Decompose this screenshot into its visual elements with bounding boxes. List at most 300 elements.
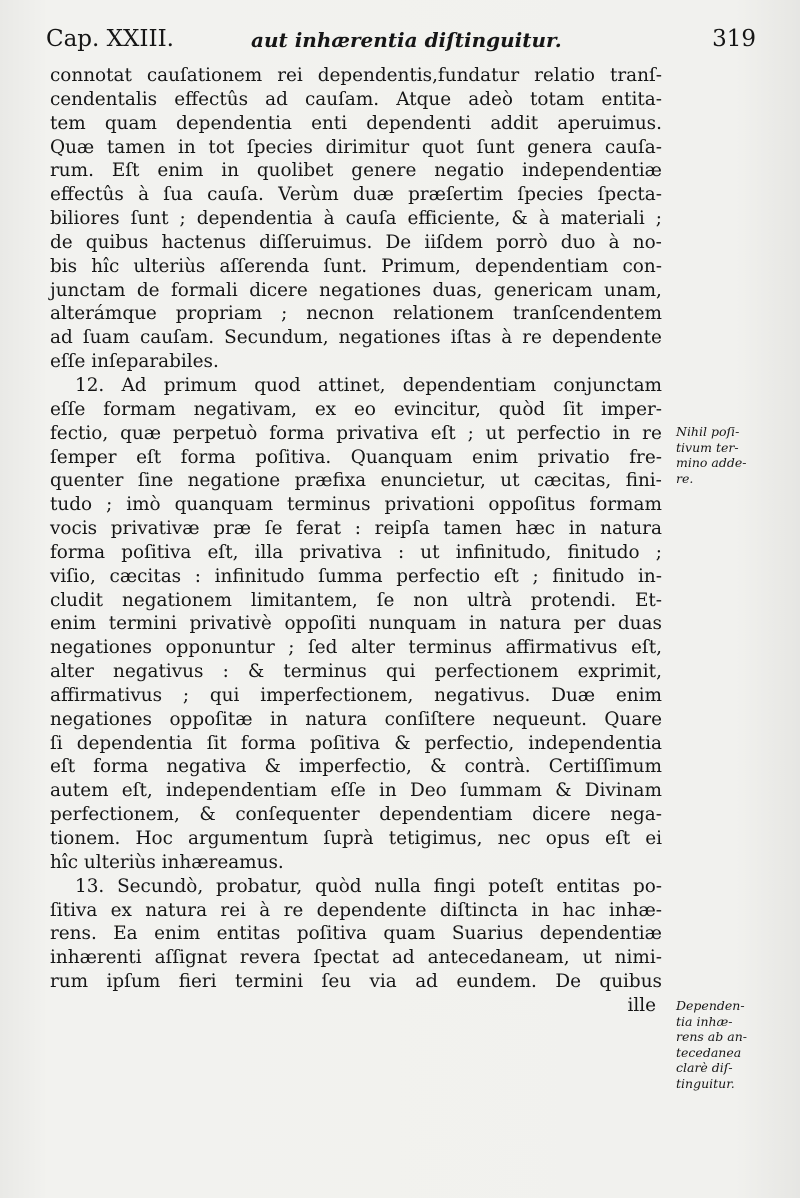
word: ad bbox=[265, 88, 288, 110]
word: duæ bbox=[352, 184, 394, 206]
word: qui bbox=[209, 684, 240, 706]
word: dependente bbox=[316, 899, 427, 921]
word: Quare bbox=[604, 708, 662, 730]
word: dicere bbox=[532, 804, 591, 826]
text-line bbox=[50, 541, 662, 565]
word: Primum, bbox=[381, 255, 461, 277]
word: poſitiva. bbox=[255, 446, 332, 468]
word: ; bbox=[179, 208, 186, 230]
word: Divinam bbox=[584, 780, 662, 802]
word: enim bbox=[472, 446, 519, 468]
word: propriam bbox=[175, 303, 263, 325]
word: ſit bbox=[206, 732, 227, 754]
word: adeò bbox=[468, 88, 513, 110]
word: à bbox=[501, 327, 513, 349]
word: via bbox=[369, 971, 397, 993]
word: Ea bbox=[113, 923, 138, 945]
word: ſine bbox=[137, 470, 174, 492]
paragraph-13 bbox=[50, 875, 662, 994]
text-line bbox=[50, 708, 662, 732]
word: limitantem, bbox=[250, 589, 358, 611]
word: dirimitur bbox=[325, 136, 410, 158]
word: in bbox=[531, 899, 550, 921]
word: ſuam bbox=[82, 327, 130, 349]
word: ut bbox=[582, 947, 602, 969]
paragraph-11-continued bbox=[50, 64, 662, 374]
word: ultrà bbox=[466, 589, 512, 611]
word: negationes bbox=[338, 327, 441, 349]
word: præ bbox=[213, 518, 252, 540]
word: eſt bbox=[605, 828, 631, 849]
word: no- bbox=[632, 231, 662, 253]
word: junctam bbox=[50, 279, 126, 301]
word: ſeu bbox=[321, 971, 352, 993]
text-line bbox=[50, 446, 662, 470]
word: forma bbox=[93, 756, 149, 778]
word: fingi bbox=[433, 875, 476, 897]
word: necnon bbox=[306, 303, 375, 325]
word: ſunt bbox=[130, 208, 169, 230]
word: ipſum bbox=[106, 971, 161, 993]
word: quibus bbox=[85, 231, 149, 253]
word: iiſdem bbox=[424, 231, 483, 253]
word: re bbox=[522, 327, 542, 349]
word: enim bbox=[50, 613, 97, 635]
word: eſſe bbox=[50, 398, 86, 420]
word: privativæ bbox=[110, 518, 200, 540]
word: bis bbox=[50, 255, 78, 277]
word: argumentum bbox=[188, 828, 309, 849]
running-title: aut inhærentia diſtinguitur. bbox=[251, 28, 562, 52]
text-line bbox=[50, 684, 662, 708]
word: effectûs bbox=[174, 88, 249, 110]
text-line bbox=[50, 755, 662, 779]
word: fectio, bbox=[50, 422, 109, 444]
word: nimi- bbox=[614, 947, 662, 969]
word: diſtincta bbox=[439, 899, 519, 921]
text-line bbox=[50, 517, 662, 541]
word: infinitudo bbox=[214, 565, 305, 587]
word: enti bbox=[311, 112, 348, 134]
word: in bbox=[178, 136, 196, 158]
word: quolibet bbox=[256, 160, 334, 182]
word: dependenti bbox=[366, 112, 472, 134]
word: cæcitas bbox=[109, 565, 182, 587]
text-line bbox=[50, 136, 662, 160]
text-line bbox=[50, 112, 662, 136]
word: tot bbox=[208, 136, 235, 158]
word: forma bbox=[180, 446, 236, 468]
text-line bbox=[50, 398, 662, 422]
word: hac bbox=[562, 899, 596, 921]
word: enim bbox=[157, 160, 204, 182]
word: genericam bbox=[493, 279, 593, 301]
text-line bbox=[50, 899, 662, 923]
word: materiali bbox=[560, 208, 645, 230]
word: dependentiam bbox=[402, 374, 537, 396]
word: hæc bbox=[515, 518, 556, 540]
word: formali bbox=[170, 279, 238, 301]
word: rei bbox=[277, 65, 303, 86]
word: formam bbox=[103, 398, 176, 420]
chapter-heading: Cap. XXIII. bbox=[46, 26, 174, 52]
word: Quæ bbox=[50, 136, 95, 158]
word: cendentalis bbox=[50, 88, 158, 110]
word: ei bbox=[645, 828, 662, 849]
word: & bbox=[247, 661, 265, 683]
word: ſit bbox=[563, 398, 584, 420]
word: Secundò, bbox=[117, 875, 204, 897]
word: negationes bbox=[50, 637, 152, 659]
word: ; bbox=[106, 494, 113, 516]
word: tranſ- bbox=[609, 65, 662, 86]
text-line bbox=[50, 732, 662, 756]
word: diſſeruimus. bbox=[259, 231, 373, 253]
word: ; bbox=[182, 684, 190, 706]
word: privationi bbox=[384, 494, 475, 516]
word: forma bbox=[269, 422, 325, 444]
word: conſequenter bbox=[235, 804, 360, 826]
word: ſunt bbox=[476, 136, 515, 158]
word: addit bbox=[490, 112, 539, 134]
word: quòd bbox=[498, 398, 546, 420]
word: fini- bbox=[625, 470, 662, 492]
word: quæ bbox=[120, 422, 161, 444]
word: de bbox=[50, 231, 73, 253]
word: natura bbox=[499, 613, 562, 635]
text-line bbox=[50, 970, 662, 994]
word: entitas bbox=[216, 923, 281, 945]
word: perpetuò bbox=[172, 422, 258, 444]
word: affirmativus bbox=[50, 684, 163, 706]
word: quod bbox=[254, 374, 301, 396]
word: eſt bbox=[430, 422, 456, 444]
word: quam bbox=[383, 923, 436, 945]
word: negationem bbox=[122, 589, 232, 611]
word: negativam, bbox=[193, 398, 298, 420]
word: privativa bbox=[299, 541, 382, 563]
word: terminus bbox=[287, 494, 371, 516]
word: ad bbox=[50, 327, 73, 349]
word: tranſcendentem bbox=[512, 303, 662, 325]
word: hactenus bbox=[161, 231, 247, 253]
word: ſumma bbox=[318, 565, 383, 587]
word: ſunt. bbox=[323, 255, 368, 277]
word: tionem. bbox=[50, 828, 121, 849]
word: eſt, bbox=[631, 637, 662, 659]
word: à bbox=[608, 231, 620, 253]
word: tem bbox=[50, 112, 86, 134]
text-line bbox=[50, 589, 662, 613]
word: perfectio bbox=[516, 422, 601, 444]
word: Verùm bbox=[278, 184, 339, 206]
text-line bbox=[50, 231, 662, 255]
word: totam bbox=[530, 88, 585, 110]
word: formam bbox=[589, 494, 662, 516]
word: rum. bbox=[50, 160, 94, 182]
word: rum bbox=[50, 971, 89, 993]
word: dependentiam bbox=[379, 804, 513, 826]
word: finitudo bbox=[552, 565, 625, 587]
word: opus bbox=[545, 828, 590, 849]
word: præfixa bbox=[294, 470, 367, 492]
word: re bbox=[283, 899, 304, 921]
word: nega- bbox=[610, 804, 662, 826]
word: genera bbox=[527, 136, 593, 158]
text-line bbox=[50, 88, 662, 112]
word: præſertim bbox=[408, 184, 504, 206]
word: ; bbox=[467, 422, 474, 444]
word: infinitudo, bbox=[455, 541, 552, 563]
word: quanquam bbox=[174, 494, 274, 516]
word: ; bbox=[532, 565, 539, 587]
word: imperfectionem, bbox=[260, 684, 414, 706]
word: Eſt bbox=[111, 160, 140, 182]
word: natura bbox=[305, 708, 368, 730]
word: alter bbox=[350, 637, 395, 659]
word: cauſam. bbox=[139, 327, 215, 349]
text-line: eſſe inſeparabiles. bbox=[50, 351, 219, 373]
word: & bbox=[394, 732, 411, 754]
text-line bbox=[50, 326, 662, 350]
text-line bbox=[50, 565, 662, 589]
word: dependentia bbox=[176, 112, 292, 134]
word: negationes bbox=[319, 279, 422, 301]
word: ſe bbox=[376, 589, 395, 611]
word: independentiæ bbox=[521, 160, 662, 182]
margin-note-2: Dependen- tia inhæ- rens ab an- tecedanea clarè diſ- tinguitur. bbox=[676, 998, 747, 1091]
word: privativè bbox=[189, 613, 272, 635]
word: De bbox=[385, 231, 412, 253]
word: Suarius bbox=[451, 923, 524, 945]
word: re bbox=[642, 422, 662, 444]
paragraph-12 bbox=[50, 374, 662, 875]
word: tetigimus, bbox=[388, 828, 483, 849]
word: : bbox=[194, 565, 201, 587]
word: cauſam. bbox=[304, 88, 380, 110]
word: imper- bbox=[601, 398, 662, 420]
word: duas bbox=[617, 613, 662, 635]
word: Et- bbox=[634, 589, 662, 611]
word: relatio bbox=[534, 65, 596, 86]
word: : bbox=[354, 518, 361, 540]
word: alterámque bbox=[50, 303, 157, 325]
word: primum bbox=[163, 374, 237, 396]
text-line bbox=[50, 422, 662, 446]
text-line bbox=[50, 660, 662, 684]
word: ; bbox=[655, 541, 662, 563]
word: eſt, bbox=[207, 541, 239, 563]
word: terminus bbox=[408, 637, 492, 659]
word: ſpecies bbox=[246, 136, 313, 158]
word: probatur, bbox=[216, 875, 303, 897]
word: poſitiva bbox=[121, 541, 192, 563]
text-line bbox=[50, 875, 662, 899]
word: Atque bbox=[396, 88, 452, 110]
word: independentiam bbox=[166, 780, 318, 802]
word: negatione bbox=[187, 470, 281, 492]
word: evincitur, bbox=[393, 398, 481, 420]
word: imperfectio, bbox=[298, 756, 412, 778]
word: dependentiam bbox=[475, 255, 609, 277]
word: quenter bbox=[50, 470, 124, 492]
word: ſuprà bbox=[323, 828, 374, 849]
word: entita- bbox=[601, 88, 662, 110]
word: per bbox=[573, 613, 606, 635]
word: antecedaneam, bbox=[427, 947, 570, 969]
word: conjunctam bbox=[553, 374, 662, 396]
word: perfectionem bbox=[434, 661, 559, 683]
word: vocis bbox=[50, 518, 98, 540]
word: in bbox=[378, 780, 397, 802]
word: contrà. bbox=[464, 756, 531, 778]
word: non bbox=[413, 589, 449, 611]
word: dependentia bbox=[196, 208, 313, 230]
word: ſi bbox=[50, 732, 63, 754]
word: in- bbox=[638, 565, 662, 587]
word: & bbox=[555, 780, 572, 802]
word: forma bbox=[50, 541, 106, 563]
word: dependentis,fundatur bbox=[317, 65, 520, 86]
word: aperuimus. bbox=[557, 112, 662, 134]
word: efficiente, bbox=[407, 208, 501, 230]
word: hîc bbox=[91, 255, 120, 277]
word: oppoſiti bbox=[284, 613, 357, 635]
word: entitas bbox=[556, 875, 621, 897]
word: cauſa- bbox=[604, 136, 662, 158]
word: Certiſſimum bbox=[548, 756, 662, 778]
word: in bbox=[612, 422, 631, 444]
word: qui bbox=[385, 661, 416, 683]
word: enuncietur, bbox=[380, 470, 486, 492]
word: nec bbox=[497, 828, 531, 849]
word: relationem bbox=[392, 303, 494, 325]
word: oppoſitæ bbox=[169, 708, 253, 730]
word: à bbox=[538, 208, 550, 230]
word: finitudo bbox=[567, 541, 640, 563]
word: natura bbox=[145, 899, 208, 921]
word: forma bbox=[240, 732, 296, 754]
word: ſummam bbox=[459, 780, 542, 802]
word: dependente bbox=[551, 327, 662, 349]
text-line bbox=[50, 779, 662, 803]
word: eo bbox=[354, 398, 376, 420]
word: po- bbox=[632, 875, 662, 897]
word: ulteriùs bbox=[133, 255, 206, 277]
word: & bbox=[511, 208, 528, 230]
word: Hoc bbox=[135, 828, 173, 849]
word: tamen bbox=[106, 136, 166, 158]
word: dependentia bbox=[76, 732, 193, 754]
word: ; bbox=[281, 303, 288, 325]
word: quòd bbox=[315, 875, 362, 897]
text-line bbox=[50, 279, 662, 303]
word: opponuntur bbox=[165, 637, 275, 659]
word: nequeunt. bbox=[492, 708, 587, 730]
word: ſemper bbox=[50, 446, 117, 468]
word: eſt bbox=[493, 565, 519, 587]
word: duas, bbox=[432, 279, 483, 301]
word: protendi. bbox=[530, 589, 617, 611]
word: & bbox=[429, 756, 447, 778]
word: ex bbox=[314, 398, 337, 420]
word: à bbox=[323, 208, 335, 230]
text-line bbox=[50, 946, 662, 970]
word: ; bbox=[288, 637, 295, 659]
word: termini bbox=[108, 613, 177, 635]
word: conſiſtere bbox=[384, 708, 476, 730]
word: connotat bbox=[50, 65, 132, 86]
word: alter bbox=[50, 661, 94, 683]
word: ſed bbox=[307, 637, 338, 659]
word: enim bbox=[154, 923, 201, 945]
word: : bbox=[397, 541, 405, 563]
word: genere bbox=[351, 160, 417, 182]
word: perfectio bbox=[396, 565, 481, 587]
word: : bbox=[222, 661, 229, 683]
word: De bbox=[555, 971, 581, 993]
word: rens. bbox=[50, 923, 97, 945]
word: in bbox=[221, 160, 240, 182]
margin-note-1: Nihil poſi- tivum ter- mino adde- re. bbox=[676, 424, 747, 486]
word: cauſa bbox=[345, 208, 397, 230]
word: terminus bbox=[283, 661, 367, 683]
word: eſt, bbox=[121, 780, 153, 802]
word: ſua bbox=[163, 184, 193, 206]
word: Deo bbox=[409, 780, 447, 802]
word: ut bbox=[485, 422, 505, 444]
word: ; bbox=[655, 208, 662, 230]
word: fieri bbox=[178, 971, 217, 993]
word: independentia bbox=[528, 732, 662, 754]
word: in bbox=[568, 518, 587, 540]
text-line bbox=[50, 183, 662, 207]
text-line bbox=[50, 374, 662, 398]
word: cauſa. bbox=[207, 184, 264, 206]
word: exprimit, bbox=[577, 661, 662, 683]
word: negationes bbox=[50, 708, 152, 730]
word: cludit bbox=[50, 589, 104, 611]
word: Quanquam bbox=[350, 446, 453, 468]
word: cæcitas, bbox=[533, 470, 612, 492]
word: dicere bbox=[249, 279, 308, 301]
text-line bbox=[50, 803, 662, 827]
word: termini bbox=[234, 971, 304, 993]
word: à bbox=[138, 184, 150, 206]
word: 13. bbox=[75, 875, 105, 897]
word: ut bbox=[420, 541, 440, 563]
word: quam bbox=[104, 112, 157, 134]
word: inhæ- bbox=[608, 899, 662, 921]
text-line bbox=[50, 827, 662, 851]
word: ſitiva bbox=[50, 899, 98, 921]
word: aſſerenda bbox=[219, 255, 310, 277]
word: Duæ bbox=[551, 684, 596, 706]
word: cauſationem bbox=[146, 65, 263, 86]
word: Ad bbox=[121, 374, 147, 396]
word: autem bbox=[50, 780, 109, 802]
main-text-block bbox=[50, 64, 662, 1018]
text-line bbox=[50, 159, 662, 183]
text-line bbox=[50, 255, 662, 279]
text-line bbox=[50, 207, 662, 231]
word: in bbox=[270, 708, 288, 730]
word: fre- bbox=[629, 446, 662, 468]
word: in bbox=[468, 613, 487, 635]
word: con- bbox=[622, 255, 662, 277]
word: poteſt bbox=[488, 875, 544, 897]
word: ad bbox=[391, 947, 415, 969]
